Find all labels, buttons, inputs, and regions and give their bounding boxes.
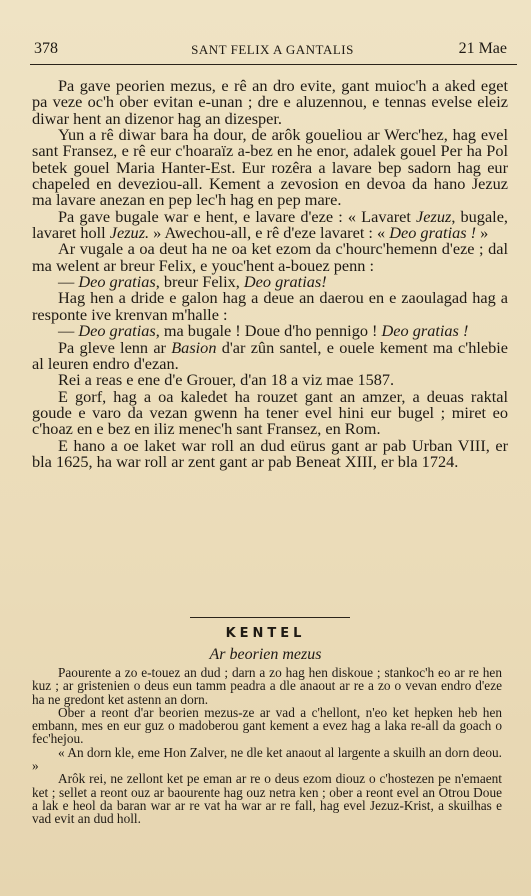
lesson-text — [32, 666, 502, 826]
paragraph: Pa gleve lenn ar Basion d'ar zûn santel, e ouele kement ma c'hlebie al leuren endro d'ezan. — [32, 337, 509, 373]
paragraph: Pa gave bugale war e hent, e lavare d'eze : « Lavaret Jezuz, bugale, lavaret holl Jezuz. » Awechou-all, e rê d'eze lavaret : « Deo gratias ! » — [32, 206, 508, 243]
paragraph: Hag hen a dride e galon hag a deue an daerou en e zaoulagad hag a responte ive krenvan m'halle : — [32, 288, 508, 324]
paragraph: Rei a reas e ene d'e Grouer, d'an 18 a viz mae 1587. — [58, 370, 395, 390]
header-date: 21 Mae — [458, 40, 507, 57]
paragraph: — Deo gratias, breur Felix, Deo gratias! — [58, 272, 327, 292]
section-subtitle: Ar beorien mezus — [209, 646, 322, 663]
paragraph: — Deo gratias, ma bugale ! Doue d'ho pennigo ! Deo gratias ! — [58, 321, 469, 341]
running-title: SANT FELIX A GANTALIS — [191, 42, 354, 57]
paragraph: Paourente a zo e-touez an dud ; darn a zo hag hen diskoue ; stankoc'h eo ar re hen kuz ; ar gristenien o deus eun tamm peadra a dle anaout ar re a zo o vevan endro d'eze ha ne gredont ket astenn an dorn. — [32, 665, 502, 707]
paragraph: Pa gave peorien mezus, e rê an dro evite, gant muioc'h a aked eget pa veze oc'h ober evitan e-unan ; dre e aluzennou, e tennas evelse eleiz diwar hent an dizenor hag an dizesper. — [32, 76, 508, 128]
paragraph: Arôk rei, ne zellont ket pe eman ar re o deus ezom diouz o c'hostezen pe n'emaent ket ; sellet a reont ouz ar baourente hag ouz netra ken ; ober a reont evel an Otrou Doue a lak e heol da baran war ar re vat ha war ar re fall, hag evel Jezuz-Krist, a skuilhas e vad evit an dud holl. — [32, 771, 502, 827]
paragraph: E gorf, hag a oa kaledet ha rouzet gant an amzer, a deuas raktal goude e varo da vezan gwenn ha tener evel hini eur bugel ; miret eo c'hoaz en e bez en iliz menec'h sant Fransez, en Rom. — [32, 386, 508, 439]
main-text — [32, 78, 508, 470]
page-number: 378 — [34, 40, 58, 57]
paragraph: Ar vugale a oa deut ha ne oa ket ezom da c'hourc'hemenn d'eze ; dal ma welent ar breur Felix, e youc'hent a-bouez penn : — [32, 239, 508, 275]
page-header — [32, 38, 513, 60]
paragraph: Yun a rê diwar bara ha dour, de arôk goueliou ar Werc'hez, hag evel sant Fransez, e rê eur c'hoaraïz a-bez en he enor, adalek gouel Per ha Pol betek gouel Maria Hanter-Est. Eur rozêra a lavare bep sadorn hag eur chapeled en deveziou-all. Kement a zevosion en devoa da hano Jezuz ma lavare anezan en pep lec'h hag en pep mare. — [32, 125, 508, 210]
section-divider — [190, 617, 350, 618]
header-rule — [30, 64, 517, 65]
paragraph: Ober a reont d'ar beorien mezus-ze ar vad a c'hellont, n'eo ket hepken heb hen embann, mes en eur guz o madoberou gant kement a evez hag a laka re-all da goach o fec'hejou. — [32, 704, 502, 747]
paragraph: « An dorn kle, eme Hon Zalver, ne dle ket anaout al largente a skuilh an dorn deou. » — [32, 744, 502, 774]
paragraph: E hano a oe laket war roll an dud eürus gant ar pab Urban VIII, er bla 1625, ha war roll ar zent gant ar pab Beneat XIII, er bla 1724. — [32, 435, 508, 471]
section-heading: KENTEL — [225, 626, 306, 641]
